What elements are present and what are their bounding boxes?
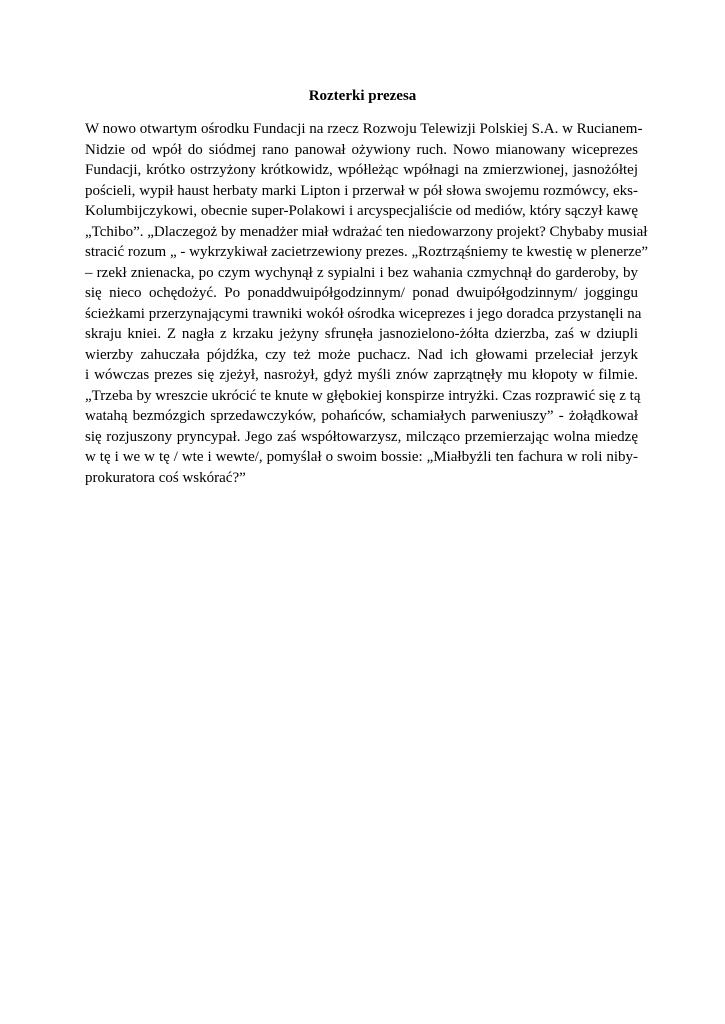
body-line: stracić rozum „ - wykrzykiwał zacietrzewiony prezes. „Roztrząśniemy te kwestię w plenerze” xyxy=(85,244,649,260)
body-line: „Tchibo”. „Dlaczegoż by menadżer miał wdrażać ten niedowarzony projekt? Chybaby musiał xyxy=(85,223,648,240)
body-line: „Trzeba by wreszcie ukrócić te knute w głębokiej konspirze intryżki. Czas rozprawić się z tą xyxy=(85,387,641,404)
body-line: wierzby zahuczała pójdźka, czy też może puchacz. Nad ich głowami przeleciał jerzyk xyxy=(85,346,638,363)
body-line: – rzekł znienacka, po czym wychynął z sypialni i bez wahania czmychnął do garderoby, by xyxy=(85,264,638,281)
body-line: skraju kniei. Z nagła z krzaku jeżyny sfrunęła jasnozielono-żółta dzierzba, zaś w dziupli xyxy=(85,326,638,342)
body-line: ścieżkami przerzynającymi trawniki wokół ośrodka wiceprezes i jego doradca przystanęli na xyxy=(85,305,642,322)
body-line: pościeli, wypił haust herbaty marki Lipton i przerwał w pół słowa swojemu rozmówcy, eks- xyxy=(85,182,638,199)
body-line: Kolumbijczykowi, obecnie super-Polakowi i arcyspecjaliście od mediów, który sączył kawę xyxy=(85,203,638,219)
body-line: się rozjuszony pryncypał. Jego zaś współtowarzysz, milcząco przemierzając wolna miedzę xyxy=(85,428,638,445)
body-line: i wówczas prezes się zjeżył, nasrożył, gdyż myśli znów zaprzątnęły mu kłopoty w filmie. xyxy=(85,367,638,383)
document-title: Rozterki prezesa xyxy=(308,88,417,104)
body-line: prokuratora coś wskórać?” xyxy=(85,469,246,486)
body-line: w tę i we w tę / wte i wewte/, pomyślał o swoim bossie: „Miałbyżli ten fachura w roli niby- xyxy=(85,449,638,465)
body-line: Fundacji, krótko ostrzyżony krótkowidz, wpółleżąc wpółnagi na zmierzwionej, jasnożółtej xyxy=(85,162,638,178)
body-line: Nidzie od wpół do siódmej rano panował ożywiony ruch. Nowo mianowany wiceprezes xyxy=(85,141,638,158)
body-line: się nieco ochędożyć. Po ponaddwuipółgodzinnym/ ponad dwuipółgodzinnym/ joggingu xyxy=(85,285,638,301)
body-line: watahą bezmózgich sprzedawczyków, pohańców, schamiałych parweniuszy” - żołądkował xyxy=(85,408,638,424)
document-body xyxy=(85,119,649,488)
body-line: W nowo otwartym ośrodku Fundacji na rzecz Rozwoju Telewizji Polskiej S.A. w Rucianem- xyxy=(85,121,643,137)
